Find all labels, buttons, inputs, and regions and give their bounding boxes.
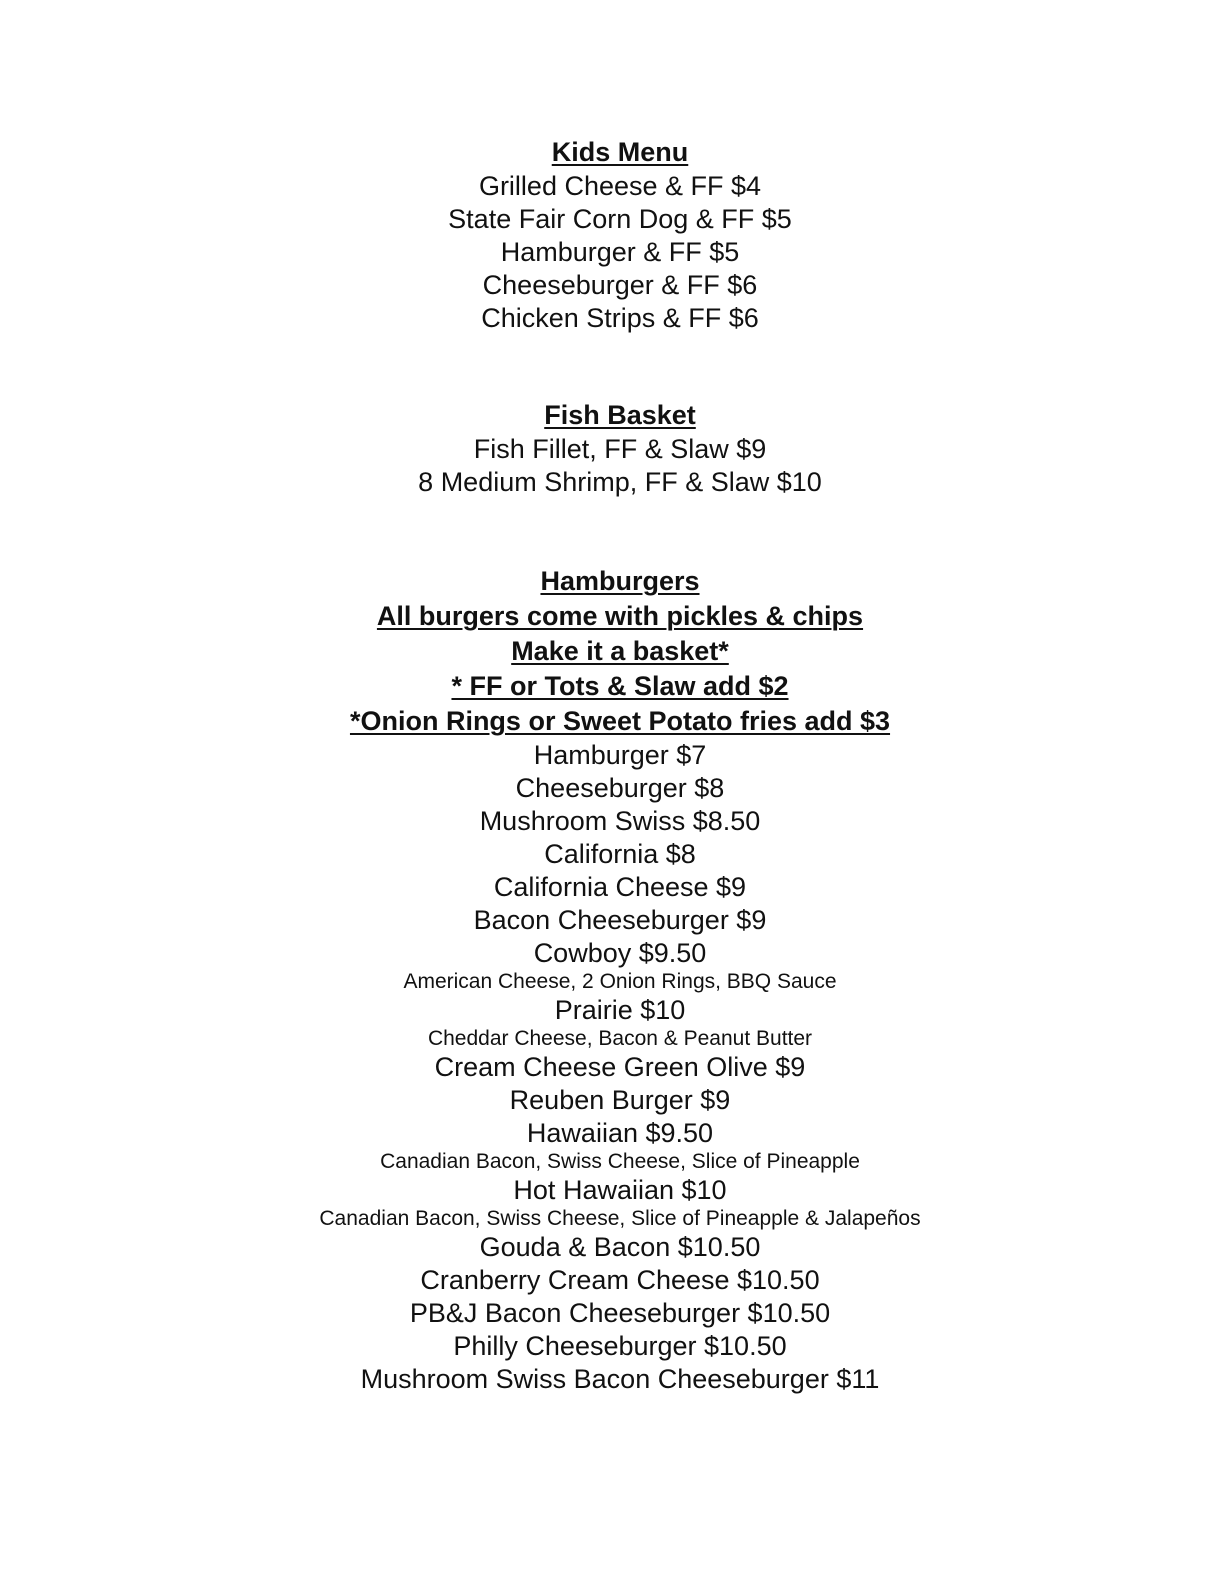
hamburgers-note: * FF or Tots & Slaw add $2 <box>451 671 789 701</box>
menu-item: 8 Medium Shrimp, FF & Slaw $10 <box>418 467 822 497</box>
menu-item: Chicken Strips & FF $6 <box>481 303 759 333</box>
kids-menu-section <box>0 135 1231 335</box>
menu-item: Mushroom Swiss $8.50 <box>479 806 761 836</box>
hamburgers-heading: Hamburgers <box>540 566 700 596</box>
fish-basket-section <box>0 398 1231 499</box>
menu-item: Grilled Cheese & FF $4 <box>478 171 762 201</box>
menu-item-description: Canadian Bacon, Swiss Cheese, Slice of Pineapple <box>380 1150 860 1173</box>
menu-item: Philly Cheeseburger $10.50 <box>453 1331 787 1361</box>
menu-item: Bacon Cheeseburger $9 <box>473 905 767 935</box>
menu-item: Prairie $10 <box>554 995 686 1025</box>
menu-item: Cheeseburger $8 <box>515 773 725 803</box>
menu-item: Cream Cheese Green Olive $9 <box>434 1052 806 1082</box>
menu-item-description: American Cheese, 2 Onion Rings, BBQ Sauce <box>403 970 837 993</box>
menu-item: Hawaiian $9.50 <box>526 1118 714 1148</box>
menu-item: California $8 <box>544 839 696 869</box>
menu-item: California Cheese $9 <box>493 872 747 902</box>
hamburgers-note: *Onion Rings or Sweet Potato fries add $3 <box>349 706 891 736</box>
hamburgers-section <box>0 564 1231 1396</box>
menu-item: Reuben Burger $9 <box>509 1085 731 1115</box>
menu-item: PB&J Bacon Cheeseburger $10.50 <box>409 1298 831 1328</box>
menu-item: Cowboy $9.50 <box>533 938 707 968</box>
menu-item: Hamburger $7 <box>533 740 707 770</box>
menu-item-description: Canadian Bacon, Swiss Cheese, Slice of Pineapple & Jalapeños <box>319 1207 921 1230</box>
menu-item: Cheeseburger & FF $6 <box>482 270 758 300</box>
kids-menu-heading: Kids Menu <box>551 137 689 167</box>
fish-basket-heading: Fish Basket <box>544 400 696 430</box>
menu-item: Mushroom Swiss Bacon Cheeseburger $11 <box>360 1364 880 1394</box>
menu-item: Hot Hawaiian $10 <box>513 1175 727 1205</box>
hamburgers-note: All burgers come with pickles & chips <box>376 601 864 631</box>
menu-item: State Fair Corn Dog & FF $5 <box>448 204 792 234</box>
menu-item-description: Cheddar Cheese, Bacon & Peanut Butter <box>427 1027 813 1050</box>
menu-item: Gouda & Bacon $10.50 <box>479 1232 761 1262</box>
menu-item: Hamburger & FF $5 <box>500 237 740 267</box>
menu-item: Fish Fillet, FF & Slaw $9 <box>473 434 767 464</box>
menu-item: Cranberry Cream Cheese $10.50 <box>420 1265 820 1295</box>
hamburgers-note: Make it a basket* <box>511 636 729 666</box>
